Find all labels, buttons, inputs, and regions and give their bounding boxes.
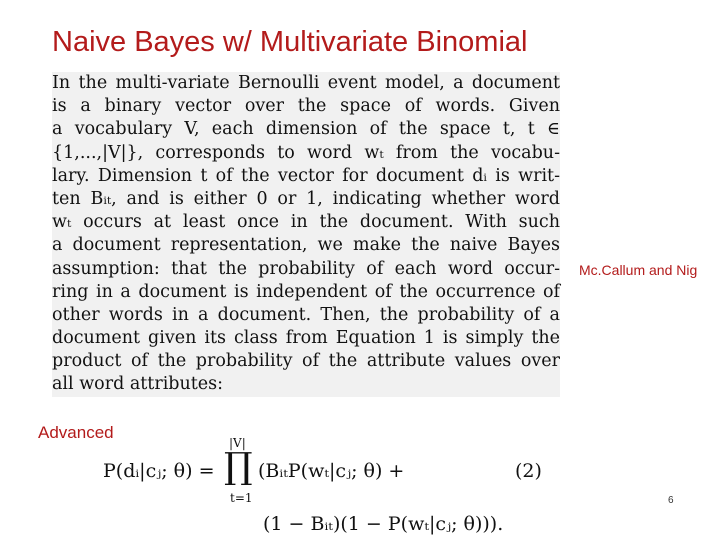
excerpt-line: lary. Dimension t of the vector for document dᵢ is writ-: [52, 165, 560, 186]
excerpt-line: a vocabulary V, each dimension of the space t, t ∈: [52, 119, 560, 140]
excerpt-line: ring in a document is independent of the occurrence of: [52, 281, 560, 302]
advanced-label: Advanced: [38, 423, 114, 442]
excerpt-line: product of the probability of the attribute values over: [52, 351, 560, 372]
equation-rhs-line1: (BᵢₜP(wₜ|cⱼ; θ) +: [258, 460, 405, 482]
excerpt-line: is a binary vector over the space of words. Given: [52, 96, 560, 117]
equation-rhs-line2: (1 − Bᵢₜ)(1 − P(wₜ|cⱼ; θ))).: [263, 513, 504, 535]
citation: Mc.Callum and Nig: [579, 262, 698, 278]
excerpt-line: ten Bᵢₜ, and is either 0 or 1, indicating whether word: [52, 188, 560, 209]
paper-excerpt: [52, 72, 560, 397]
excerpt-line: other words in a document. Then, the probability of a: [52, 304, 560, 325]
excerpt-line: document given its class from Equation 1 is simply the: [52, 328, 560, 349]
product-symbol: ∏: [224, 446, 253, 487]
product-lower-bound: t=1: [230, 491, 253, 505]
excerpt-line: In the multi-variate Bernoulli event model, a document: [52, 73, 560, 93]
excerpt-line: wₜ occurs at least once in the document. With such: [52, 212, 560, 233]
excerpt-line: all word attributes:: [52, 374, 224, 395]
equation-lhs: P(dᵢ|cⱼ; θ) =: [103, 460, 215, 482]
equation-number: (2): [515, 460, 542, 482]
excerpt-line: a document representation, we make the naive Bayes: [52, 235, 560, 256]
excerpt-line: assumption: that the probability of each word occur-: [52, 258, 560, 279]
page-number: 6: [668, 495, 674, 506]
slide-title: Naive Bayes w/ Multivariate Binomial: [52, 26, 528, 58]
excerpt-line: {1,...,|V|}, corresponds to word wₜ from the vocabu-: [52, 142, 560, 163]
product-upper-bound: |V|: [229, 436, 246, 450]
